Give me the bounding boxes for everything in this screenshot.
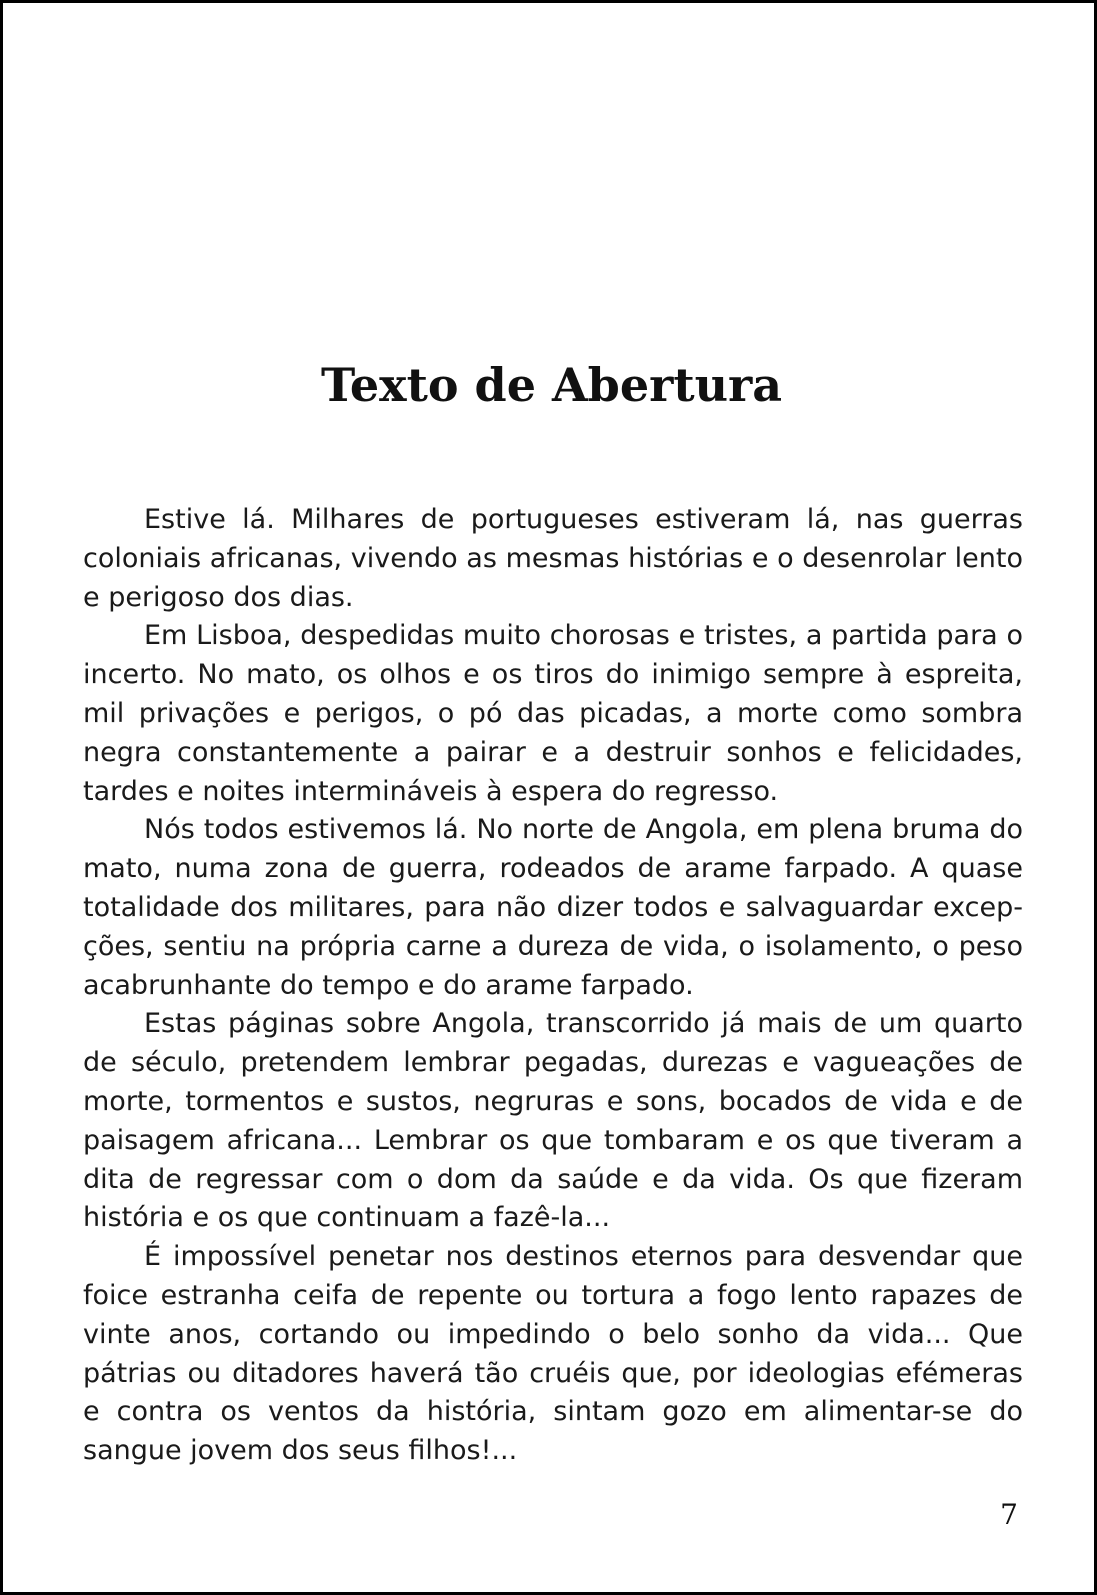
paragraph: Nós todos estivemos lá. No norte de Angola, em plena bruma do mato, numa zona de guerra, rodeados de arame farpado. A quase totalidade dos militares, para não dizer todos e salvaguardar excepções, sentiu na própria carne a dureza de vida, o isolamento, o peso acabrunhante do tempo e do arame farpado. — [83, 814, 1023, 1001]
paragraph: É impossível penetar nos destinos eternos para desvendar que foice estranha ceifa de repente ou tortura a fogo lento rapazes de vinte anos, cortando ou impedindo o belo sonho da vida... Que pátrias ou ditadores haverá tão cruéis que, por ideologias efémeras e contra os ventos da história, sintam gozo em alimentar-se do sangue jovem dos seus filhos!... — [83, 1241, 1023, 1467]
paragraph: Estive lá. Milhares de portugueses estiveram lá, nas guerras coloniais africanas, vivendo as mesmas histórias e o desenrolar lento e perigoso dos dias. — [83, 504, 1023, 613]
body-text — [83, 501, 1023, 1471]
paragraph: Em Lisboa, despedidas muito chorosas e tristes, a partida para o incerto. No mato, os olhos e os tiros do inimigo sempre à espreita, mil privações e perigos, o pó das picadas, a morte como sombra negra constantemente a pairar e a destruir sonhos e felicidades, tardes e noites intermináveis à espera do regresso. — [83, 620, 1023, 807]
chapter-title: Texto de Abertura — [320, 358, 783, 412]
paragraph: Estas páginas sobre Angola, transcorrido já mais de um quarto de século, pretendem lembrar pegadas, durezas e vagueações de morte, tormentos e sustos, negruras e sons, bocados de vida e de paisagem africana... Lembrar os que tombaram e os que tiveram a dita de regressar com o dom da saúde e da vida. Os que fizeram história e os que continuam a fazê-la... — [83, 1008, 1023, 1234]
page-number: 7 — [1000, 1498, 1018, 1531]
